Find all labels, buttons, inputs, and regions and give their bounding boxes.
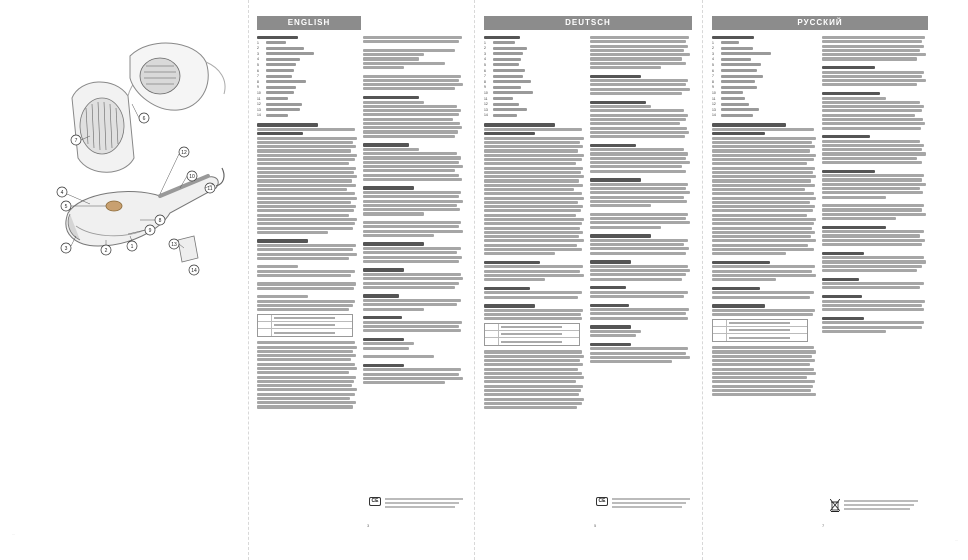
deutsch-page: [484, 8, 692, 536]
fabric-table: [484, 323, 580, 346]
footnote-line: [385, 502, 459, 504]
english-page: [257, 8, 465, 536]
callout-11: 11: [207, 186, 213, 192]
callout-3: 3: [64, 246, 68, 252]
callout-12: 12: [181, 150, 187, 156]
callout-6: 6: [142, 116, 146, 122]
callout-10: 10: [189, 174, 195, 180]
fold-line: [248, 0, 249, 560]
steamer-body-illustration: [66, 176, 218, 246]
page-number: 7: [822, 523, 825, 528]
language-header: РУССКИЙ: [712, 16, 928, 30]
corner-label: …: [955, 538, 958, 542]
illustration-panel: [10, 8, 240, 536]
footnote-line: [844, 504, 914, 506]
english-column-left: 1 2 3 4 5 6 7 8 9 10 11 12 13 14: [257, 36, 359, 516]
ce-mark: CE: [369, 497, 381, 506]
fabric-table: [712, 319, 808, 342]
deutsch-column-left: 1 2 3 4 5 6 7 8 9 10 11 12 13 14: [484, 36, 586, 516]
corner-label: …: [12, 532, 15, 536]
callout-13: 13: [171, 242, 177, 248]
russian-column-left: 1 2 3 4 5 6 7 8 9 10 11 12 13 14: [712, 36, 818, 516]
russian-page: [712, 8, 958, 542]
callout-2: 2: [104, 248, 108, 254]
deutsch-column-right: [590, 36, 692, 516]
measuring-cup-illustration: [178, 236, 198, 262]
weee-bin-icon: [830, 499, 840, 512]
ce-mark: CE: [596, 497, 608, 506]
callout-9: 9: [148, 228, 152, 234]
fabric-table: [257, 314, 353, 337]
russian-column-right: [822, 36, 928, 516]
fold-line: [702, 0, 703, 560]
english-column-right: [363, 36, 465, 516]
lint-attachment-illustration: [130, 43, 225, 110]
footnote-line: [612, 502, 686, 504]
footnote-line: [844, 500, 918, 502]
footnote-line: [612, 498, 690, 500]
product-diagram: [10, 8, 240, 528]
callout-14: 14: [191, 268, 197, 274]
callout-4: 4: [60, 190, 64, 196]
callout-7: 7: [74, 138, 78, 144]
page-number: 5: [594, 523, 597, 528]
callout-5: 5: [64, 204, 68, 210]
page-number: 3: [367, 523, 370, 528]
language-header: ENGLISH: [257, 16, 361, 30]
footnote-line: [385, 498, 463, 500]
footnote-line: [844, 508, 910, 510]
footnote-line: [612, 506, 682, 508]
callout-1: 1: [130, 244, 134, 250]
fold-line: [474, 0, 475, 560]
callout-8: 8: [158, 218, 162, 224]
footnote-line: [385, 506, 455, 508]
language-header: DEUTSCH: [484, 16, 692, 30]
